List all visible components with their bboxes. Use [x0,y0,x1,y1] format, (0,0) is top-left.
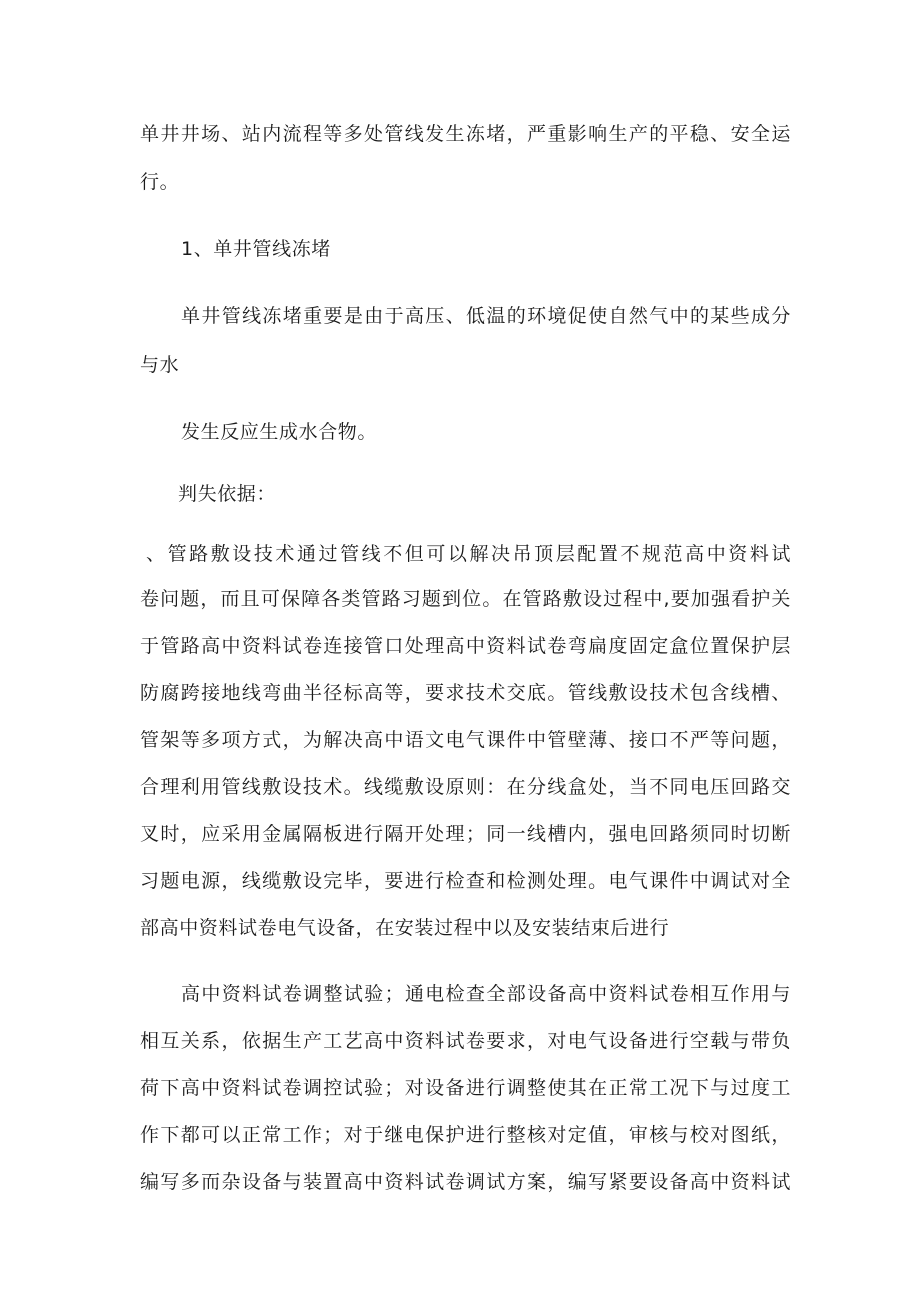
section-heading: 1、单井管线冻堵 [181,238,331,260]
paragraph-line: 单井井场、站内流程等多处管线发生冻堵，严重影响生产的平稳、安全运 [140,123,791,145]
paragraph-line: 相互关系，依据生产工艺高中资料试卷要求，对电气设备进行空载与带负 [140,1030,791,1052]
paragraph-line: 编写多而杂设备与装置高中资料试卷调试方案，编写紧要设备高中资料试 [140,1171,791,1193]
paragraph-line: 与水 [140,354,180,376]
paragraph-line: 行。 [140,171,180,193]
paragraph-line: 合理利用管线敷设技术。线缆敷设原则：在分线盒处，当不同电压回路交 [140,776,791,798]
paragraph-line: 荷下高中资料试卷调控试验；对设备进行调整使其在正常工况下与过度工 [140,1077,791,1099]
paragraph-line: 作下都可以正常工作；对于继电保护进行整核对定值，审核与校对图纸， [140,1124,791,1146]
paragraph-line: 发生反应生成水合物。 [181,421,378,443]
paragraph-line: 单井管线冻堵重要是由于高压、低温的环境促使自然气中的某些成分 [181,305,791,327]
paragraph-line: 、管路敷设技术通过管线不但可以解决吊顶层配置不规范高中资料试 [146,543,791,565]
paragraph-line: 高中资料试卷调整试验；通电检查全部设备高中资料试卷相互作用与 [181,983,791,1005]
paragraph-line: 叉时，应采用金属隔板进行隔开处理；同一线槽内，强电回路须同时切断 [140,823,791,845]
paragraph-line: 判失依据： [178,483,277,505]
paragraph-line: 管架等多项方式，为解决高中语文电气课件中管壁薄、接口不严等问题， [140,729,791,751]
paragraph-line: 防腐跨接地线弯曲半径标高等，要求技术交底。管线敷设技术包含线槽、 [140,682,791,704]
paragraph-line: 卷问题，而且可保障各类管路习题到位。在管路敷设过程中,要加强看护关 [140,588,791,610]
paragraph-line: 部高中资料试卷电气设备，在安装过程中以及安装结束后进行 [140,917,670,939]
paragraph-line: 习题电源，线缆敷设完毕，要进行检查和检测处理。电气课件中调试对全 [140,870,791,892]
paragraph-line: 于管路高中资料试卷连接管口处理高中资料试卷弯扁度固定盒位置保护层 [140,635,791,657]
